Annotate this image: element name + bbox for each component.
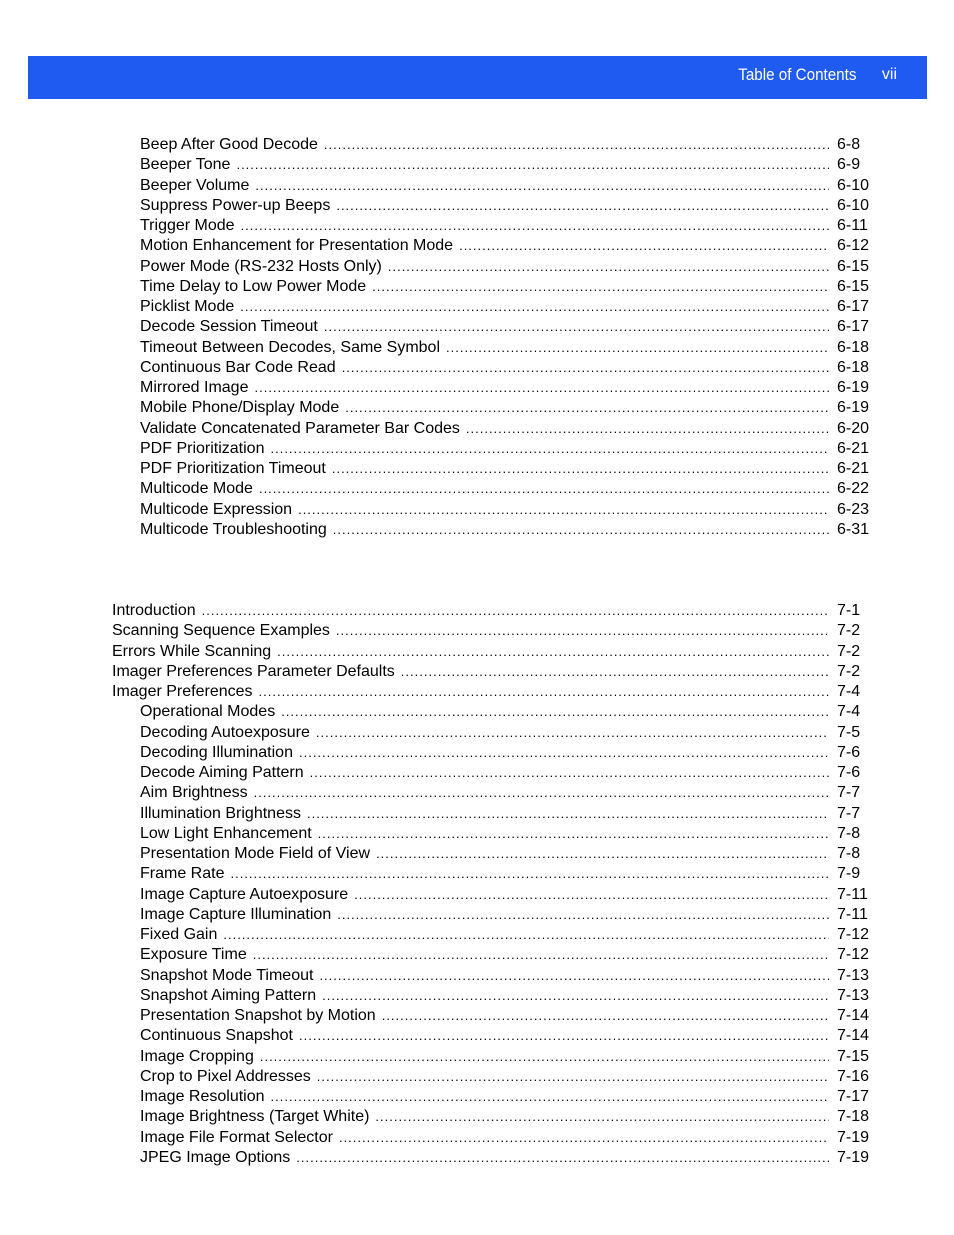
dot-leader	[336, 621, 829, 641]
toc-entry-page: 7-6	[837, 743, 861, 761]
dot-leader	[310, 763, 829, 783]
toc-entry[interactable]	[140, 257, 880, 277]
dot-leader	[271, 1087, 829, 1107]
toc-entry-title: Beep After Good Decode	[140, 136, 318, 153]
toc-entry[interactable]	[140, 520, 880, 540]
toc-entry-title: Beeper Volume	[140, 176, 250, 194]
toc-entry-page: 7-8	[837, 824, 861, 842]
dot-leader	[259, 479, 829, 499]
toc-entry-title: Image Cropping	[140, 1047, 254, 1065]
toc-entry-page: 6-17	[837, 298, 870, 315]
toc-entry-page: 7-19	[837, 1128, 870, 1146]
toc-entry-title: Continuous Bar Code Read	[140, 358, 336, 376]
toc-entry-page: 6-10	[837, 196, 870, 214]
toc-entry[interactable]	[140, 317, 880, 337]
dot-leader	[401, 662, 829, 682]
toc-entry-title: Presentation Snapshot by Motion	[140, 1007, 376, 1024]
toc-entry-title: Beeper Tone	[140, 156, 231, 174]
dot-leader	[254, 378, 829, 398]
toc-entry[interactable]	[140, 236, 880, 256]
toc-entry-page: 7-11	[837, 905, 868, 923]
toc-entry-page: 7-5	[837, 723, 861, 741]
toc-entry[interactable]	[140, 986, 880, 1006]
toc-entry[interactable]	[112, 621, 880, 641]
toc-entry[interactable]	[140, 844, 880, 864]
toc-entry[interactable]	[140, 966, 880, 986]
toc-entry-page: 6-18	[837, 338, 870, 356]
toc-entry-title: Image Brightness (Target White)	[140, 1108, 370, 1126]
toc-entry-page: 6-15	[837, 257, 870, 275]
dot-leader	[372, 277, 829, 297]
dot-leader	[260, 1047, 829, 1067]
toc-entry-page: 6-15	[837, 277, 870, 295]
dot-leader	[296, 1148, 829, 1168]
toc-entry[interactable]	[140, 338, 880, 358]
toc-entry-page: 7-11	[837, 885, 868, 903]
toc-entry[interactable]	[112, 662, 880, 682]
toc-entry-title: Crop to Pixel Addresses	[140, 1067, 311, 1085]
toc-entry-page: 7-14	[837, 1007, 870, 1024]
dot-leader	[202, 601, 829, 621]
page-header-bar	[28, 56, 927, 99]
toc-entry[interactable]	[140, 135, 880, 155]
toc-entry-title: Suppress Power-up Beeps	[140, 196, 331, 214]
toc-entry-page: 7-7	[837, 804, 861, 822]
toc-entry-page: 6-11	[837, 217, 868, 234]
toc-entry[interactable]	[140, 419, 880, 439]
toc-entry-title: Timeout Between Decodes, Same Symbol	[140, 338, 440, 356]
toc-entry-title: Exposure Time	[140, 946, 247, 964]
toc-entry-page: 7-7	[837, 784, 861, 802]
toc-entry-title: Multicode Mode	[140, 480, 253, 498]
toc-entry-page: 6-19	[837, 379, 870, 396]
dot-leader	[459, 236, 829, 256]
toc-entry[interactable]	[140, 378, 880, 398]
toc-entry-page: 7-15	[837, 1047, 870, 1065]
toc-entry-page: 6-8	[837, 136, 861, 153]
toc-entry-page: 7-13	[837, 986, 870, 1004]
toc-entry[interactable]	[112, 682, 880, 702]
toc-entry-title: Imager Preferences Parameter Defaults	[112, 662, 395, 680]
toc-entry-title: Aim Brightness	[140, 784, 248, 802]
toc-entry-title: Imager Preferences	[112, 683, 253, 700]
toc-entry-title: Power Mode (RS-232 Hosts Only)	[140, 257, 382, 275]
toc-entry[interactable]	[140, 783, 880, 803]
header-page-number: vii	[881, 66, 897, 83]
dot-leader	[466, 419, 829, 439]
dot-leader	[298, 500, 829, 520]
toc-entry-page: 6-22	[837, 480, 870, 498]
toc-entry-page: 7-18	[837, 1108, 870, 1126]
dot-leader	[319, 966, 829, 986]
toc-entry-title: PDF Prioritization Timeout	[140, 460, 326, 477]
dot-leader	[241, 216, 829, 236]
dot-leader	[342, 358, 829, 378]
toc-entry-title: Image Capture Autoexposure	[140, 885, 349, 903]
toc-entry[interactable]	[140, 358, 880, 378]
dot-leader	[230, 864, 829, 884]
toc-entry-page: 7-1	[837, 602, 861, 619]
toc-entry-title: Image Resolution	[140, 1088, 265, 1105]
toc-entry[interactable]	[140, 277, 880, 297]
toc-entry-page: 7-2	[837, 642, 861, 660]
dot-leader	[281, 702, 829, 722]
toc-entry-title: Introduction	[112, 602, 196, 619]
toc-entry[interactable]	[140, 155, 880, 175]
toc-entry-title: Image Capture Illumination	[140, 905, 332, 923]
toc-entry[interactable]	[140, 905, 880, 925]
toc-entry-title: Time Delay to Low Power Mode	[140, 277, 367, 295]
dot-leader	[375, 1107, 829, 1127]
header-title: Table of Contents	[737, 66, 856, 84]
toc-entry-title: Low Light Enhancement	[140, 824, 312, 842]
toc-entry-title: Multicode Expression	[140, 500, 293, 518]
dot-leader	[254, 783, 829, 803]
toc-entry-page: 6-21	[837, 460, 870, 477]
toc-entry-page: 7-9	[837, 865, 861, 883]
toc-entry-page: 6-18	[837, 358, 870, 376]
toc-entry-title: Mobile Phone/Display Mode	[140, 399, 340, 417]
toc-entry[interactable]	[140, 1047, 880, 1067]
toc-entry-page: 6-12	[837, 237, 870, 255]
toc-entry-title: Illumination Brightness	[140, 804, 301, 822]
toc-entry-page: 7-12	[837, 946, 870, 964]
toc-entry[interactable]	[140, 1128, 880, 1148]
toc-entry[interactable]	[140, 1067, 880, 1087]
toc-entry-title: Presentation Mode Field of View	[140, 845, 371, 862]
dot-leader	[253, 945, 829, 965]
dot-leader	[322, 986, 829, 1006]
dot-leader	[299, 1026, 829, 1046]
toc-entry-title: Snapshot Mode Timeout	[140, 966, 314, 984]
dot-leader	[333, 520, 829, 540]
toc-entry[interactable]	[112, 601, 880, 621]
toc-entry[interactable]	[140, 1087, 880, 1107]
toc-entry[interactable]	[140, 1148, 880, 1168]
toc-entry-page: 7-4	[837, 683, 861, 700]
toc-entry[interactable]	[140, 925, 880, 945]
dot-leader	[446, 338, 829, 358]
toc-entry-title: Errors While Scanning	[112, 642, 272, 660]
toc-entry-page: 6-20	[837, 419, 870, 437]
dot-leader	[223, 925, 829, 945]
dot-leader	[332, 459, 829, 479]
toc-entry-title: Mirrored Image	[140, 379, 249, 396]
toc-entry-page: 7-6	[837, 764, 861, 781]
toc-entry[interactable]	[140, 1006, 880, 1026]
toc-entry-title: Decoding Illumination	[140, 743, 293, 761]
toc-entry-title: Trigger Mode	[140, 217, 235, 234]
toc-entry[interactable]	[140, 398, 880, 418]
dot-leader	[324, 317, 829, 337]
toc-entry[interactable]	[140, 196, 880, 216]
dot-leader	[339, 1128, 829, 1148]
toc-entry[interactable]	[140, 500, 880, 520]
toc-entry[interactable]	[140, 824, 880, 844]
toc-entry[interactable]	[140, 439, 880, 459]
dot-leader	[337, 905, 829, 925]
dot-leader	[345, 398, 829, 418]
toc-entry[interactable]	[112, 642, 880, 662]
toc-entry-page: 6-9	[837, 156, 861, 174]
toc-entry[interactable]	[140, 702, 880, 722]
toc-entry-title: Decoding Autoexposure	[140, 723, 310, 741]
toc-entry-title: Picklist Mode	[140, 298, 235, 315]
dot-leader	[270, 439, 829, 459]
toc-entry-title: Snapshot Aiming Pattern	[140, 986, 317, 1004]
toc-entry-page: 6-31	[837, 520, 870, 538]
toc-entry[interactable]	[140, 743, 880, 763]
toc-entry-title: JPEG Image Options	[140, 1148, 291, 1166]
dot-leader	[388, 257, 829, 277]
dot-leader	[318, 824, 829, 844]
toc-entry[interactable]	[140, 885, 880, 905]
toc-entry-page: 7-17	[837, 1088, 870, 1105]
toc-entry-title: Scanning Sequence Examples	[112, 622, 330, 640]
dot-leader	[240, 297, 829, 317]
toc-entry-page: 7-13	[837, 966, 870, 984]
toc-entry[interactable]	[140, 1026, 880, 1046]
toc-entry-title: Multicode Troubleshooting	[140, 520, 327, 538]
dot-leader	[259, 682, 829, 702]
toc-entry-page: 7-8	[837, 845, 861, 862]
dot-leader	[316, 723, 829, 743]
dot-leader	[354, 885, 829, 905]
toc-entry-page: 6-21	[837, 439, 870, 457]
dot-leader	[307, 804, 829, 824]
toc-entry-page: 6-10	[837, 176, 870, 194]
dot-leader	[277, 642, 829, 662]
toc-entry-title: Image File Format Selector	[140, 1128, 333, 1146]
toc-entry-page: 7-14	[837, 1027, 870, 1045]
toc-entry-page: 6-19	[837, 399, 870, 417]
toc-entry[interactable]	[140, 479, 880, 499]
toc-entry-title: Fixed Gain	[140, 926, 218, 943]
toc-entry-title: Decode Aiming Pattern	[140, 764, 304, 781]
toc-entry[interactable]	[140, 176, 880, 196]
toc-entry[interactable]	[140, 459, 880, 479]
toc-entry-title: Validate Concatenated Parameter Bar Codes	[140, 419, 460, 437]
toc-entry-page: 7-16	[837, 1067, 870, 1085]
dot-leader	[382, 1006, 829, 1026]
toc-entry-page: 7-4	[837, 703, 861, 721]
toc-entry-page: 7-19	[837, 1148, 870, 1166]
toc-entry-page: 6-17	[837, 318, 870, 336]
toc-entry[interactable]	[140, 763, 880, 783]
toc-entry-title: Motion Enhancement for Presentation Mode	[140, 237, 454, 255]
dot-leader	[236, 155, 829, 175]
toc-entry-page: 6-23	[837, 500, 870, 518]
toc-entry[interactable]	[140, 864, 880, 884]
dot-leader	[376, 844, 829, 864]
toc-entry-title: Continuous Snapshot	[140, 1027, 293, 1045]
toc-entry-title: PDF Prioritization	[140, 439, 265, 457]
dot-leader	[336, 196, 829, 216]
toc-entry[interactable]	[140, 297, 880, 317]
toc-entry-title: Frame Rate	[140, 865, 225, 883]
dot-leader	[317, 1067, 829, 1087]
toc-entry[interactable]	[140, 1107, 880, 1127]
toc-entry[interactable]	[140, 804, 880, 824]
toc-entry-title: Decode Session Timeout	[140, 318, 318, 336]
toc-entry-title: Operational Modes	[140, 703, 276, 721]
toc-entry-page: 7-12	[837, 926, 870, 943]
dot-leader	[255, 176, 829, 196]
toc-entry[interactable]	[140, 945, 880, 965]
dot-leader	[324, 135, 829, 155]
toc-entry-page: 7-2	[837, 662, 861, 680]
dot-leader	[299, 743, 829, 763]
toc-entry[interactable]	[140, 216, 880, 236]
toc-entry-page: 7-2	[837, 622, 861, 640]
toc-entry[interactable]	[140, 723, 880, 743]
